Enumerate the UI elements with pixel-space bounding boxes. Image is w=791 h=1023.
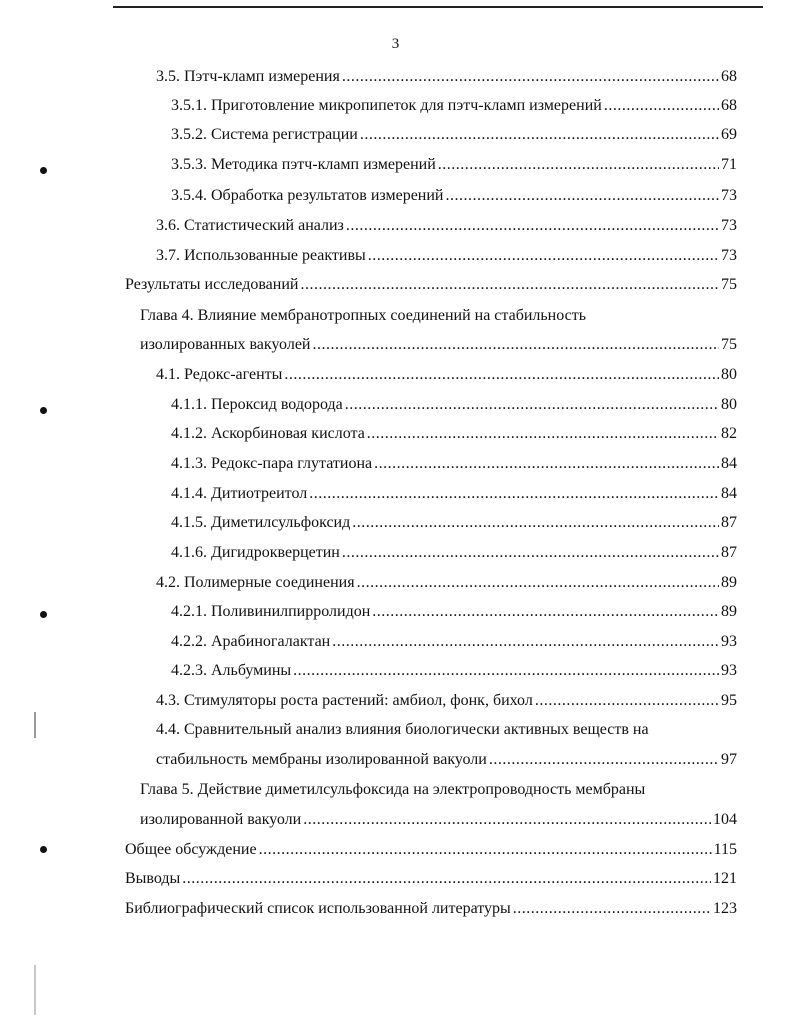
toc-entry-title: 4.2. Полимерные соединения <box>156 574 355 591</box>
toc-leader-dots <box>368 245 719 267</box>
toc-entry[interactable] <box>171 124 737 146</box>
top-border-line <box>113 6 763 8</box>
toc-entry-title: изолированной вакуоли <box>140 811 302 828</box>
toc-leader-dots <box>360 124 719 146</box>
toc-entry[interactable] <box>171 512 737 534</box>
toc-leader-dots <box>513 898 711 920</box>
toc-entry-page: 115 <box>713 841 737 858</box>
toc-entry[interactable] <box>156 572 737 594</box>
toc-leader-dots <box>445 185 719 207</box>
toc-entry-title: 3.7. Использованные реактивы <box>156 247 366 264</box>
toc-entry-title: Выводы <box>125 870 181 887</box>
toc-entry-page: 104 <box>713 811 737 828</box>
margin-bullet <box>40 167 47 174</box>
toc-entry-page: 97 <box>721 751 737 768</box>
toc-entry[interactable] <box>171 185 737 207</box>
toc-leader-dots <box>300 274 719 296</box>
toc-entry-page: 80 <box>721 396 737 413</box>
toc-leader-dots <box>259 839 712 861</box>
toc-entry-title: 4.1.6. Дигидрокверцетин <box>171 544 340 561</box>
toc-entry[interactable] <box>156 245 737 267</box>
toc-entry-page: 73 <box>721 247 737 264</box>
margin-bullet <box>40 611 47 618</box>
toc-entry[interactable] <box>156 690 737 712</box>
toc-leader-dots <box>303 809 711 831</box>
toc-entry-page: 89 <box>721 603 737 620</box>
toc-entry-title: изолированных вакуолей <box>140 336 311 353</box>
toc-entry-page: 89 <box>721 574 737 591</box>
page-number: 3 <box>391 36 400 52</box>
toc-leader-dots <box>352 512 719 534</box>
toc-leader-dots <box>372 601 719 623</box>
toc-entry[interactable] <box>171 154 737 176</box>
toc-entry[interactable] <box>140 334 737 356</box>
toc-entry-page: 68 <box>721 68 737 85</box>
toc-entry[interactable] <box>156 749 737 771</box>
toc-entry-title: 3.5.2. Система регистрации <box>171 126 358 143</box>
toc-leader-dots <box>332 631 719 653</box>
toc-entry[interactable] <box>125 274 737 296</box>
toc-leader-dots <box>357 572 719 594</box>
toc-entry[interactable] <box>156 215 737 237</box>
toc-leader-dots <box>309 483 719 505</box>
toc-leader-dots <box>367 423 719 445</box>
toc-leader-dots <box>489 749 719 771</box>
toc-entry-page: 123 <box>713 900 737 917</box>
toc-entry-page: 82 <box>721 425 737 442</box>
toc-entry-title: 4.1.3. Редокс-пара глутатиона <box>171 455 373 472</box>
toc-entry-page: 84 <box>721 455 737 472</box>
toc-entry-page: 73 <box>721 187 737 204</box>
toc-entry[interactable] <box>156 66 737 88</box>
toc-leader-dots <box>438 154 719 176</box>
toc-entry-page: 93 <box>721 662 737 679</box>
toc-entry[interactable] <box>171 95 737 117</box>
toc-entry-title: 4.1. Редокс-агенты <box>156 366 283 383</box>
toc-leader-dots <box>342 66 719 88</box>
toc-leader-dots <box>312 334 719 356</box>
toc-leader-dots <box>374 453 719 475</box>
toc-entry[interactable] <box>171 601 737 623</box>
toc-entry-page: 68 <box>721 97 737 114</box>
toc-leader-dots <box>293 660 719 682</box>
toc-entry[interactable] <box>171 423 737 445</box>
toc-entry[interactable] <box>171 394 737 416</box>
toc-entry-page: 75 <box>721 336 737 353</box>
toc-entry-page: 69 <box>721 126 737 143</box>
toc-entry-page: 80 <box>721 366 737 383</box>
toc-leader-dots <box>345 394 719 416</box>
toc-entry[interactable] <box>125 868 737 890</box>
toc-entry[interactable] <box>171 631 737 653</box>
toc-leader-dots <box>342 542 719 564</box>
toc-leader-dots <box>346 215 719 237</box>
toc-entry-title: 4.2.2. Арабиногалактан <box>171 633 331 650</box>
toc-entry[interactable] <box>125 839 737 861</box>
toc-leader-dots <box>182 868 711 890</box>
toc-entry-page: 93 <box>721 633 737 650</box>
toc-entry[interactable] <box>156 364 737 386</box>
toc-entry-title-line1: Глава 4. Влияние мембранотропных соединений на стабильность <box>140 307 587 324</box>
toc-entry[interactable] <box>171 542 737 564</box>
toc-entry-title: 3.5.1. Приготовление микропипеток для пэтч-кламп измерений <box>171 97 602 114</box>
toc-leader-dots <box>604 95 719 117</box>
toc-leader-dots <box>535 690 719 712</box>
toc-entry-title: 3.6. Статистический анализ <box>156 217 344 234</box>
toc-entry-title: 4.1.5. Диметилсульфоксид <box>171 514 351 531</box>
toc-entry-title: 4.1.1. Пероксид водорода <box>171 396 343 413</box>
toc-entry-title-line1: Глава 5. Действие диметилсульфоксида на электропроводность мембраны <box>140 781 646 798</box>
toc-entry-title: 3.5. Пэтч-кламп измерения <box>156 68 340 85</box>
toc-entry-page: 73 <box>721 217 737 234</box>
toc-entry-page: 87 <box>721 514 737 531</box>
toc-entry-page: 75 <box>721 276 737 293</box>
toc-entry[interactable] <box>171 483 737 505</box>
toc-entry[interactable] <box>125 898 737 920</box>
toc-entry-title: Результаты исследований <box>125 276 299 293</box>
margin-bullet <box>40 846 47 853</box>
toc-entry-title-line1: 4.4. Сравнительный анализ влияния биологически активных веществ на <box>156 721 649 738</box>
toc-entry[interactable] <box>171 660 737 682</box>
toc-entry-title: 4.2.3. Альбумины <box>171 662 292 679</box>
toc-entry[interactable] <box>140 809 737 831</box>
toc-entry-title: 4.3. Стимуляторы роста растений: амбиол, фонк, бихол <box>156 692 533 709</box>
toc-entry-title: 3.5.4. Обработка результатов измерений <box>171 187 444 204</box>
toc-entry-page: 87 <box>721 544 737 561</box>
toc-entry-page: 84 <box>721 485 737 502</box>
margin-bullet <box>40 407 47 414</box>
toc-entry-title: 4.2.1. Поливинилпирролидон <box>171 603 371 620</box>
toc-entry-title: 4.1.2. Аскорбиновая кислота <box>171 425 365 442</box>
toc-entry-title: Библиографический список использованной литературы <box>125 900 511 917</box>
margin-specks <box>34 965 36 1015</box>
toc-entry-title: стабильность мембраны изолированной вакуоли <box>156 751 487 768</box>
toc-entry-page: 71 <box>721 156 737 173</box>
toc-entry-title: 4.1.4. Дитиотреитол <box>171 485 308 502</box>
margin-specks <box>34 712 36 738</box>
toc-entry-title: 3.5.3. Методика пэтч-кламп измерений <box>171 156 436 173</box>
toc-entry-page: 95 <box>721 692 737 709</box>
toc-leader-dots <box>284 364 719 386</box>
toc-entry[interactable] <box>171 453 737 475</box>
toc-entry-page: 121 <box>713 870 737 887</box>
toc-entry-title: Общее обсуждение <box>125 841 257 858</box>
